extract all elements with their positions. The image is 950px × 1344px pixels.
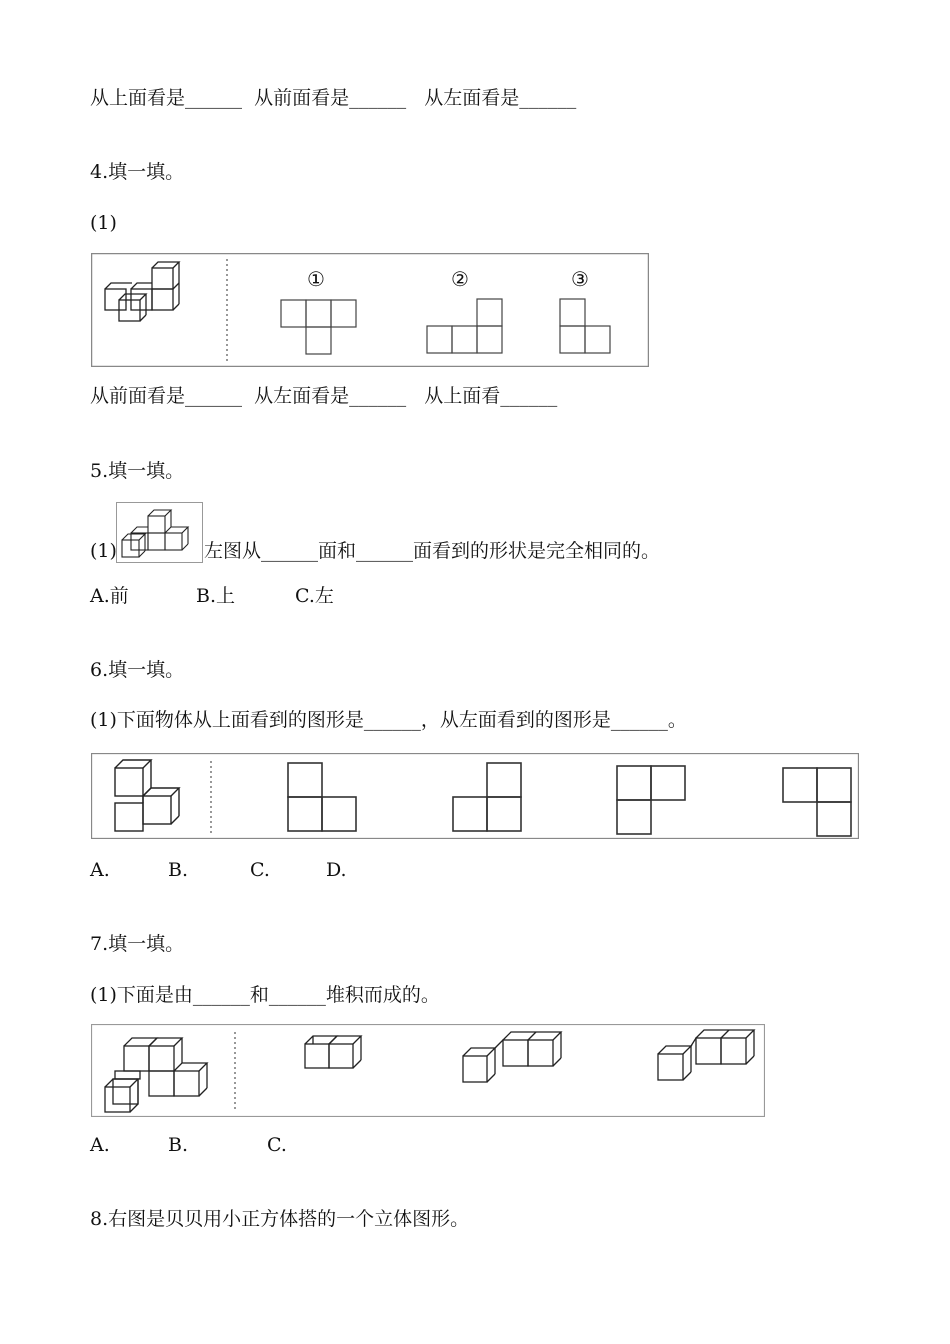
q7-option-c-shape xyxy=(658,1030,754,1080)
q4-views-line: 从前面看是______ 从左面看是______ 从上面看______ xyxy=(90,385,558,407)
q3-views-line: 从上面看是______ 从前面看是______ 从左面看是______ xyxy=(90,87,577,109)
q6-option-b-shape xyxy=(453,763,521,831)
q4-figure xyxy=(91,253,649,367)
q4-option-1-shape xyxy=(281,300,356,354)
q5-sub-prefix: (1) xyxy=(90,540,117,562)
q4-option-2-shape xyxy=(427,299,502,353)
q5-option-b: B.上 xyxy=(196,585,236,607)
q6-option-b: B. xyxy=(168,859,189,881)
q7-option-b: B. xyxy=(168,1134,189,1156)
q6-solid xyxy=(115,760,179,831)
q6-figure xyxy=(91,753,859,839)
q7-sub: (1)下面是由______和______堆积而成的。 xyxy=(90,984,440,1006)
q6-option-d-shape xyxy=(783,768,851,836)
q7-option-a-shape xyxy=(305,1036,361,1068)
q5-option-c: C.左 xyxy=(295,585,334,607)
q4-label-3: ③ xyxy=(571,267,589,291)
q4-label-2: ② xyxy=(451,267,469,291)
q7-option-a: A. xyxy=(90,1134,110,1156)
q6-sub: (1)下面物体从上面看到的图形是______，从左面看到的图形是______。 xyxy=(90,709,687,731)
q7-solid xyxy=(105,1038,207,1112)
q6-option-a-shape xyxy=(288,763,356,831)
q6-option-d: D. xyxy=(326,859,347,881)
q7-option-c: C. xyxy=(267,1134,287,1156)
q8-heading: 8.右图是贝贝用小正方体搭的一个立体图形。 xyxy=(90,1208,470,1230)
q5-heading: 5.填一填。 xyxy=(90,460,185,482)
q6-option-c-shape xyxy=(617,766,685,834)
q7-figure xyxy=(91,1024,765,1117)
q7-option-b-shape xyxy=(463,1032,561,1082)
q7-heading: 7.填一填。 xyxy=(90,933,185,955)
q4-heading: 4.填一填。 xyxy=(90,161,185,183)
q6-option-a: A. xyxy=(90,859,110,881)
q4-sub: (1) xyxy=(90,212,117,234)
q5-solid-figure xyxy=(116,502,203,563)
q6-heading: 6.填一填。 xyxy=(90,659,185,681)
q5-sub-text: 左图从______面和______面看到的形状是完全相同的。 xyxy=(204,540,661,562)
q6-option-c: C. xyxy=(250,859,270,881)
q4-solid xyxy=(105,262,179,321)
q4-option-3-shape xyxy=(560,299,610,353)
q5-option-a: A.前 xyxy=(90,585,129,607)
q4-label-1: ① xyxy=(307,267,325,291)
